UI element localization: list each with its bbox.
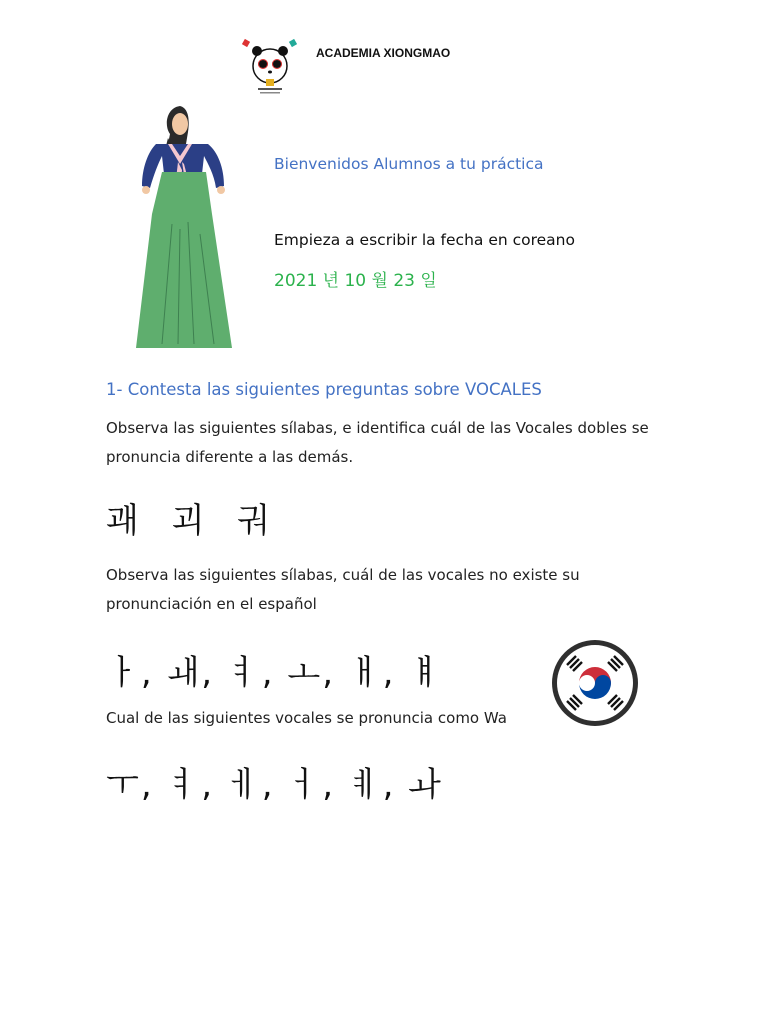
date-instruction: Empieza a escribir la fecha en coreano <box>274 231 575 249</box>
question-3 <box>106 704 666 733</box>
question-2-line-1: Observa las siguientes sílabas, cuál de las vocales no existe su <box>106 566 580 584</box>
korean-date: 2021 년 10 월 23 일 <box>274 271 437 291</box>
question-1-line-1: Observa las siguientes sílabas, e identifica cuál de las Vocales dobles se <box>106 419 649 437</box>
question-3-vowels: ㅜ, ㅕ, ㅔ, ㅓ, ㅖ, ㅘ <box>106 765 444 805</box>
question-2-vowels: ㅏ, ㅙ, ㅕ, ㅗ, ㅐ, ㅒ <box>106 653 444 693</box>
hanbok-woman-illustration <box>128 104 240 350</box>
question-1 <box>106 414 666 472</box>
question-2-line-2: pronunciación en el español <box>106 595 317 613</box>
question-2 <box>106 561 666 619</box>
question-1-line-2: pronuncia diferente a las demás. <box>106 448 354 466</box>
welcome-message: Bienvenidos Alumnos a tu práctica <box>274 155 544 173</box>
question-1-syllables: 괘 괴 궈 <box>106 501 273 541</box>
academy-title: ACADEMIA XIONGMAO <box>316 46 451 60</box>
section-title: 1- Contesta las siguientes preguntas sobre VOCALES <box>106 380 542 399</box>
panda-logo-icon <box>238 36 302 100</box>
question-3-line-1: Cual de las siguientes vocales se pronuncia como Wa <box>106 709 507 727</box>
